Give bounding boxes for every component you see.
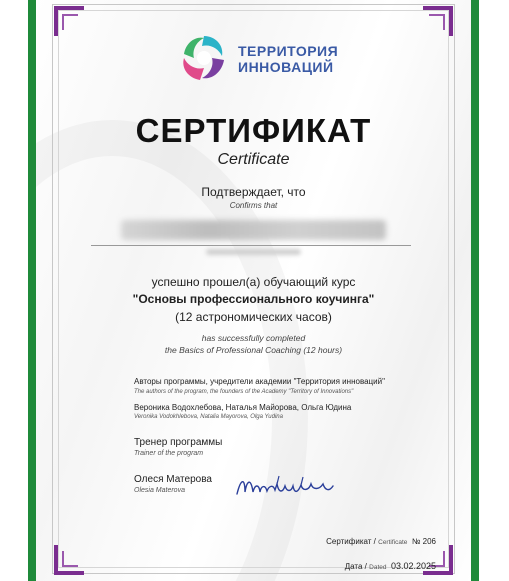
recipient-name-line xyxy=(91,245,411,246)
course-hours: (12 астрономических часов) xyxy=(175,310,332,324)
confirms-text-en: Confirms that xyxy=(229,201,278,210)
recipient-name-redacted xyxy=(121,220,386,240)
trainer-name: Олеся Матерова xyxy=(134,474,212,485)
course-title-en: the Basics of Professional Coaching (12 hours) xyxy=(164,345,343,355)
certificate-title-en: Certificate xyxy=(217,151,290,168)
left-green-bar xyxy=(28,0,36,581)
trainer-heading: Тренер программы xyxy=(134,437,223,448)
logo-text-line1: ТЕРРИТОРИЯ xyxy=(238,43,339,59)
date-line xyxy=(345,561,436,571)
right-green-bar xyxy=(471,0,479,581)
author-names-en: Veronika Vodokhlebova, Natalia Mayorova, Olga Yudina xyxy=(134,414,283,420)
academy-logo xyxy=(176,30,356,86)
corner-inner-top-right xyxy=(429,14,445,30)
trainer-heading-en: Trainer of the program xyxy=(134,450,204,457)
cert-label-en: Certificate xyxy=(378,539,408,546)
logo-text-line2: ИННОВАЦИЙ xyxy=(238,59,334,75)
confirms-text: Подтверждает, что xyxy=(201,185,306,199)
cert-number: № 206 xyxy=(411,537,436,546)
authors-heading: Авторы программы, учредители академии "Территория инноваций" xyxy=(134,377,385,386)
trainer-name-en: Olesia Materova xyxy=(134,487,185,494)
certificate-number-line xyxy=(326,537,436,546)
date-value: 03.02.2025 xyxy=(390,561,436,571)
logo-text xyxy=(238,43,338,75)
date-label: Дата / xyxy=(344,562,367,571)
corner-inner-top-left xyxy=(62,14,78,30)
certificate-page xyxy=(36,0,471,581)
author-names: Вероника Водохлебова, Наталья Майорова, Ольга Юдина xyxy=(134,403,352,412)
certificate-title: СЕРТИФИКАТ xyxy=(135,112,372,149)
recipient-name-en-redacted xyxy=(206,249,301,255)
authors-heading-en: The authors of the program, the founders of the Academy "Territory of Innovations" xyxy=(134,389,354,395)
date-label-en: Dated xyxy=(369,564,387,571)
logo-swirl-icon xyxy=(176,30,232,86)
completed-text-en: has successfully completed xyxy=(201,333,306,343)
completed-text: успешно прошел(а) обучающий курс xyxy=(151,275,356,289)
corner-inner-bottom-left xyxy=(62,551,78,567)
course-title: "Основы профессионального коучинга" xyxy=(132,292,375,306)
signature-image xyxy=(233,472,338,502)
cert-label: Сертификат / xyxy=(326,537,376,546)
